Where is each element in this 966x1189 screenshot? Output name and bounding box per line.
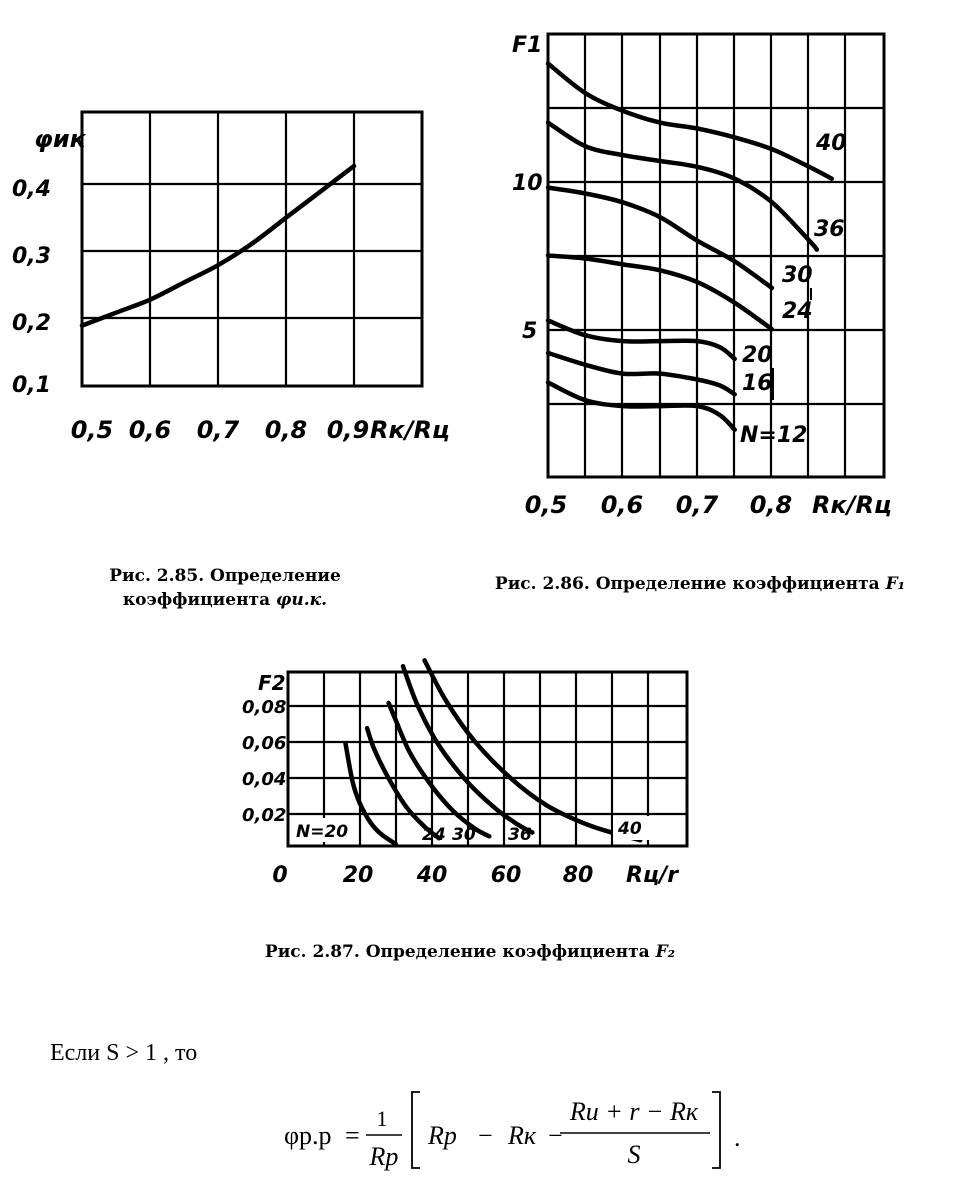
fig87-ytick: 0,04 xyxy=(242,769,287,790)
fig85-xtick: 0,8 xyxy=(264,416,308,444)
fig85-ylabel: φик xyxy=(34,125,86,153)
fig85-ytick: 0,1 xyxy=(12,373,51,398)
fig87-series-label: 24 xyxy=(422,825,446,845)
formula-period: . xyxy=(734,1123,741,1152)
fig87-xtick: 20 xyxy=(342,863,374,888)
fig86-xtick: 0,6 xyxy=(600,491,644,519)
fig87-series-label: 40 xyxy=(618,819,642,839)
caption-fig-2-86-text: Рис. 2.86. Определение коэффициента xyxy=(494,574,886,594)
fig87-ytick: 0,08 xyxy=(242,697,287,718)
fig86-series-label: 24 xyxy=(782,299,813,324)
fig86-series-label: 20 xyxy=(742,343,773,368)
fig87-series-label: N=20 xyxy=(296,822,349,842)
fig86-series-label: 30 xyxy=(782,263,813,288)
formula-inner-denominator: S xyxy=(627,1140,641,1169)
caption-fig-2-85-text: коэффициента xyxy=(122,590,277,610)
fig87-ylabel: F2 xyxy=(258,671,286,695)
caption-fig-2-85-symbol: φи.к. xyxy=(276,590,328,610)
formula-condition: Если S > 1 , то xyxy=(50,1040,198,1066)
formula-equals: = xyxy=(345,1121,360,1150)
fig85-xlabel: Rк/Rц xyxy=(370,416,450,444)
formula-lhs: φр.р xyxy=(284,1121,332,1150)
fig87-xlabel: Rц/r xyxy=(626,863,679,888)
formula-term-rp: Rр xyxy=(428,1121,457,1150)
formula-inner-numerator: Rи + r − Rк xyxy=(569,1097,699,1126)
fig86-series-label: 36 xyxy=(814,217,845,242)
formula-right-bracket xyxy=(712,1092,720,1168)
fig87-ytick: 0,02 xyxy=(242,805,287,826)
fig85-ytick: 0,4 xyxy=(12,177,51,202)
formula-frac-denominator: Rр xyxy=(369,1142,399,1171)
fig87-xtick: 60 xyxy=(490,863,522,888)
fig86-xtick: 0,7 xyxy=(675,491,719,519)
fig86-ytick: 10 xyxy=(512,171,543,196)
formula-term-rk: Rк xyxy=(508,1121,537,1150)
fig85-xtick: 0,7 xyxy=(196,416,240,444)
fig86-ylabel: F1 xyxy=(512,33,543,58)
fig86-series-label: N=12 xyxy=(740,423,808,448)
formula-minus: − xyxy=(478,1121,493,1150)
caption-fig-2-85-line1: Рис. 2.85. Определение xyxy=(109,566,341,586)
fig85-ytick: 0,2 xyxy=(12,311,51,336)
formula-minus: − xyxy=(548,1121,563,1150)
fig85-xtick: 0,9 xyxy=(326,416,370,444)
caption-fig-2-87-text: Рис. 2.87. Определение коэффициента xyxy=(264,942,656,962)
fig86-xtick: 0,5 xyxy=(524,491,568,519)
caption-fig-2-87-symbol: F₂ xyxy=(655,942,676,962)
formula-left-bracket xyxy=(412,1092,420,1168)
fig86-series-label: 16 xyxy=(742,371,773,396)
fig87-xtick: 80 xyxy=(562,863,594,888)
fig85-ytick: 0,3 xyxy=(12,244,51,269)
fig85-xtick: 0,5 xyxy=(70,416,114,444)
formula-frac-numerator: 1 xyxy=(376,1106,388,1131)
caption-fig-2-86-symbol: F₁ xyxy=(885,574,906,594)
fig86-ytick: 5 xyxy=(522,319,538,344)
fig87-series-label: 36 xyxy=(508,825,532,845)
fig86-series-label: 40 xyxy=(816,131,847,156)
fig86-xlabel: Rк/Rц xyxy=(812,491,892,519)
fig87-xtick: 0 xyxy=(272,863,288,888)
fig87-series-label: 30 xyxy=(452,825,476,845)
fig86-xtick: 0,8 xyxy=(749,491,793,519)
fig87-ytick: 0,06 xyxy=(242,733,287,754)
fig85-xtick: 0,6 xyxy=(128,416,172,444)
fig87-xtick: 40 xyxy=(416,863,448,888)
